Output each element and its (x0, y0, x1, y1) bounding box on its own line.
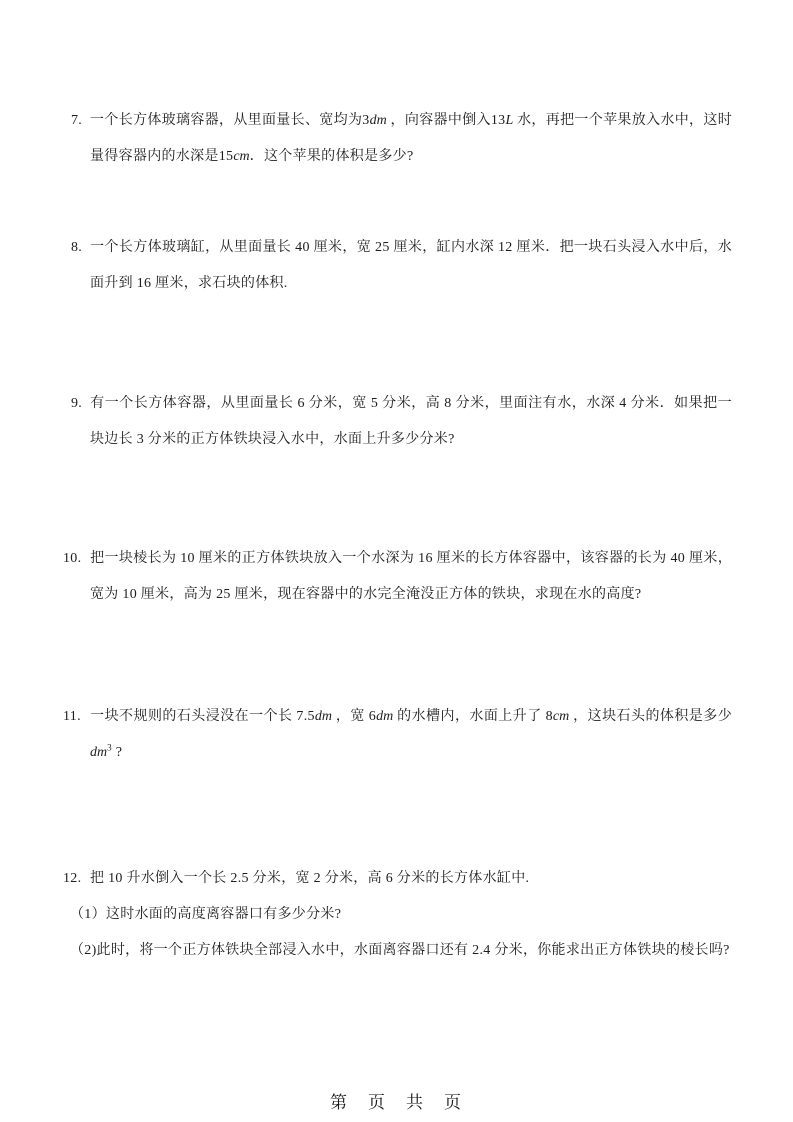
problem-item (63, 699, 732, 771)
problem-item (71, 103, 732, 175)
problem-text-segment: dm (369, 113, 387, 128)
problem-text-segment: 一个长方体玻璃缸，从里面量长 40 厘米，宽 25 厘米，缸内水深 12 厘米．把一块石头浸入水中后，水面升到 16 厘米，求石块的体积. (90, 240, 732, 291)
problem-list (63, 103, 733, 969)
problem-text-segment: 一块不规则的石头浸没在一个长 7.5 (90, 709, 315, 724)
page-footer (0, 1088, 793, 1113)
problem-text-segment: dm (90, 745, 108, 760)
problem-text-segment: L (505, 113, 514, 128)
problem-text (90, 551, 732, 602)
problem-item (63, 861, 732, 969)
problem-text-segment: 3 (107, 742, 112, 753)
problem-text-segment: cm (552, 709, 570, 724)
footer-page-label: 第 页 共 页 (330, 1093, 463, 1112)
problem-subline: （2)此时，将一个正方体铁块全部浸入水中，水面离容器口还有 2.4 分米，你能求出正方体铁块的棱长吗? (70, 943, 730, 958)
problem-text (90, 709, 732, 760)
problem-item (63, 541, 732, 613)
problem-text-segment: ? (111, 745, 123, 760)
problem-text-segment: ，宽 6 (331, 709, 377, 724)
problem-text-segment: 把 10 升水倒入一个长 2.5 分米，宽 2 分米，高 6 分米的长方体水缸中. (90, 871, 530, 886)
problem-text-segment: 有一个长方体容器，从里面量长 6 分米，宽 5 分米，高 8 分米，里面注有水，水深 4 分米．如果把一块边长 3 分米的正方体铁块浸入水中，水面上升多少分米? (90, 396, 732, 447)
problem-text-segment: 把一块棱长为 10 厘米的正方体铁块放入一个水深为 16 厘米的长方体容器中，该容器的长为 40 厘米，宽为 10 厘米，高为 25 厘米，现在容器中的水完全淹没正方体的铁块，求现在水的高度? (90, 551, 732, 602)
problem-text (90, 240, 732, 291)
problem-text-segment: dm (314, 709, 332, 724)
problem-subline: （1）这时水面的高度离容器口有多少分米? (70, 907, 342, 922)
problem-text-segment: 水，再把一个苹果放入水中，这时量得容器内的水深是15 (90, 113, 733, 164)
problem-text-segment: dm (376, 709, 394, 724)
problem-text (90, 113, 732, 164)
problem-text-segment: ，这块石头的体积是多少 (569, 709, 732, 724)
problem-number: 12. (63, 871, 82, 886)
problem-text-segment: 的水槽内，水面上升了 8 (393, 709, 553, 724)
problem-text (90, 871, 529, 886)
problem-text-segment: cm (233, 149, 250, 164)
problem-item (71, 230, 732, 302)
problem-text-segment: ．这个苹果的体积是多少? (249, 149, 414, 164)
problem-text-segment: ，向容器中倒入13 (386, 113, 506, 128)
problem-text-segment: 一个长方体玻璃容器，从里面量长、宽均为3 (90, 113, 370, 128)
problem-number: 9. (71, 396, 83, 411)
problem-number: 10. (63, 551, 82, 566)
problem-item (71, 386, 732, 458)
problem-number: 8. (71, 240, 83, 255)
problem-text (90, 396, 732, 447)
problem-number: 7. (71, 113, 83, 128)
problem-number: 11. (63, 709, 81, 724)
